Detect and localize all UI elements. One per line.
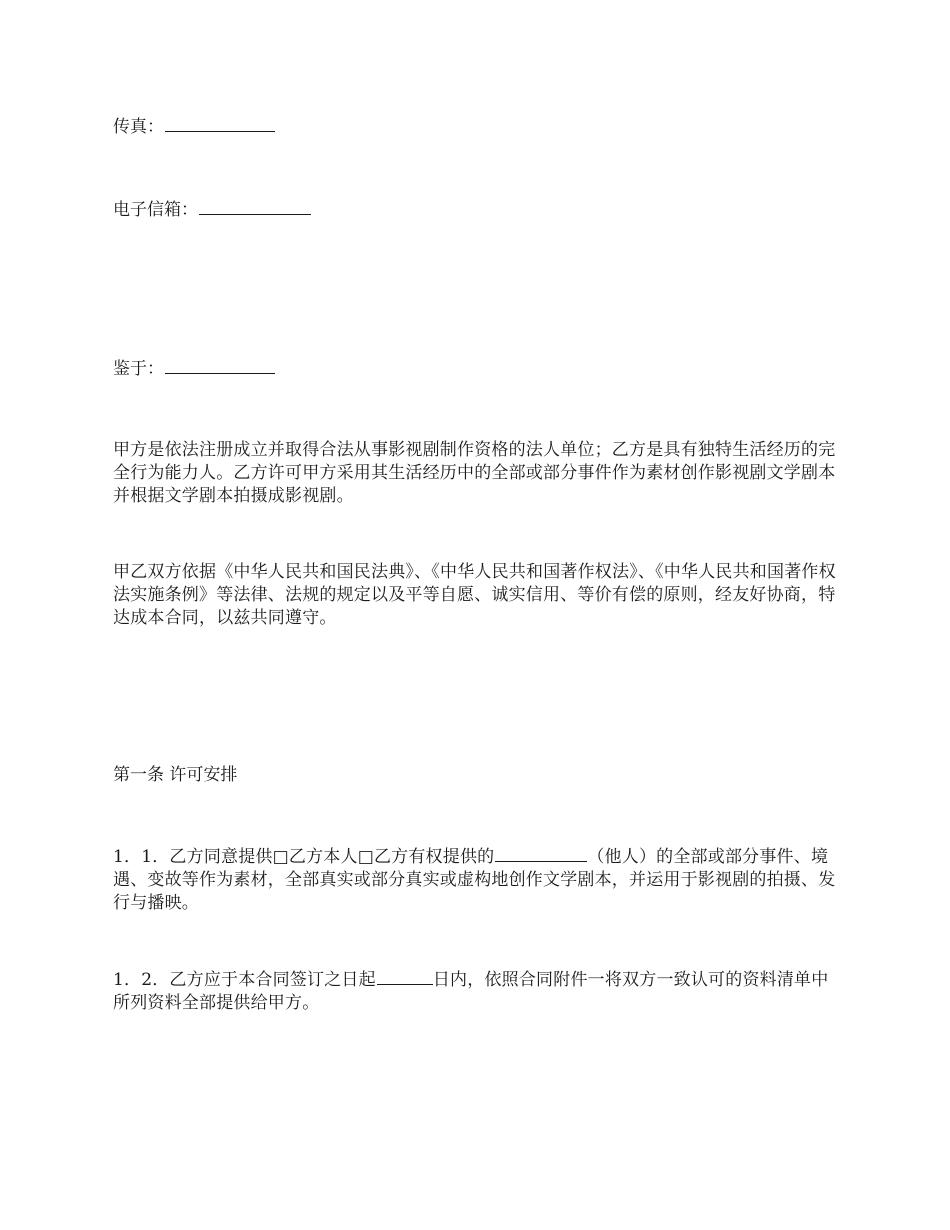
preamble-paragraph-2: 甲乙双方依据《中华人民共和国民法典》、《中华人民共和国著作权法》、《中华人民共和国著作权法实施条例》等法律、法规的规定以及平等自愿、诚实信用、等价有偿的原则，经友好协商，特达成本合同，以兹共同遵守。 xyxy=(113,562,836,628)
clause-1-2-blank xyxy=(377,968,433,985)
whereas-label: 鉴于： xyxy=(113,359,164,379)
clause-1-2-text-a: 1．2．乙方应于本合同签订之日起 xyxy=(113,970,376,990)
clause-1-1-blank xyxy=(495,845,587,862)
email-label: 电子信箱： xyxy=(113,200,198,220)
email-blank xyxy=(199,198,311,215)
preamble-paragraph-1: 甲方是依法注册成立并取得合法从事影视剧制作资格的法人单位；乙方是具有独特生活经历的完全行为能力人。乙方许可甲方采用其生活经历中的全部或部分事件作为素材创作影视剧文学剧本并根据文学剧本拍摄成影视剧。 xyxy=(113,440,836,506)
whereas-blank xyxy=(165,357,275,374)
fax-field xyxy=(113,115,275,138)
clause-1-2-text-b: 日内，依照合同附件一将双方一致认可的资料清单中所列资料全部提供给甲方。 xyxy=(113,970,829,1013)
fax-blank xyxy=(165,115,275,132)
email-field xyxy=(113,198,311,221)
clause-1-2 xyxy=(113,968,843,1015)
clause-1-1 xyxy=(113,845,843,915)
clause-1-1-text-b: （他人）的全部或部分事件、境遇、变故等作为素材，全部真实或部分真实或虚构地创作文学剧本，并运用于影视剧的拍摄、发行与播映。 xyxy=(113,847,836,913)
fax-label: 传真： xyxy=(113,117,164,137)
whereas-field xyxy=(113,357,275,380)
clause-1-1-text-a: 1．1．乙方同意提供□乙方本人□乙方有权提供的 xyxy=(113,847,495,867)
article-1-heading: 第一条 许可安排 xyxy=(113,765,238,785)
